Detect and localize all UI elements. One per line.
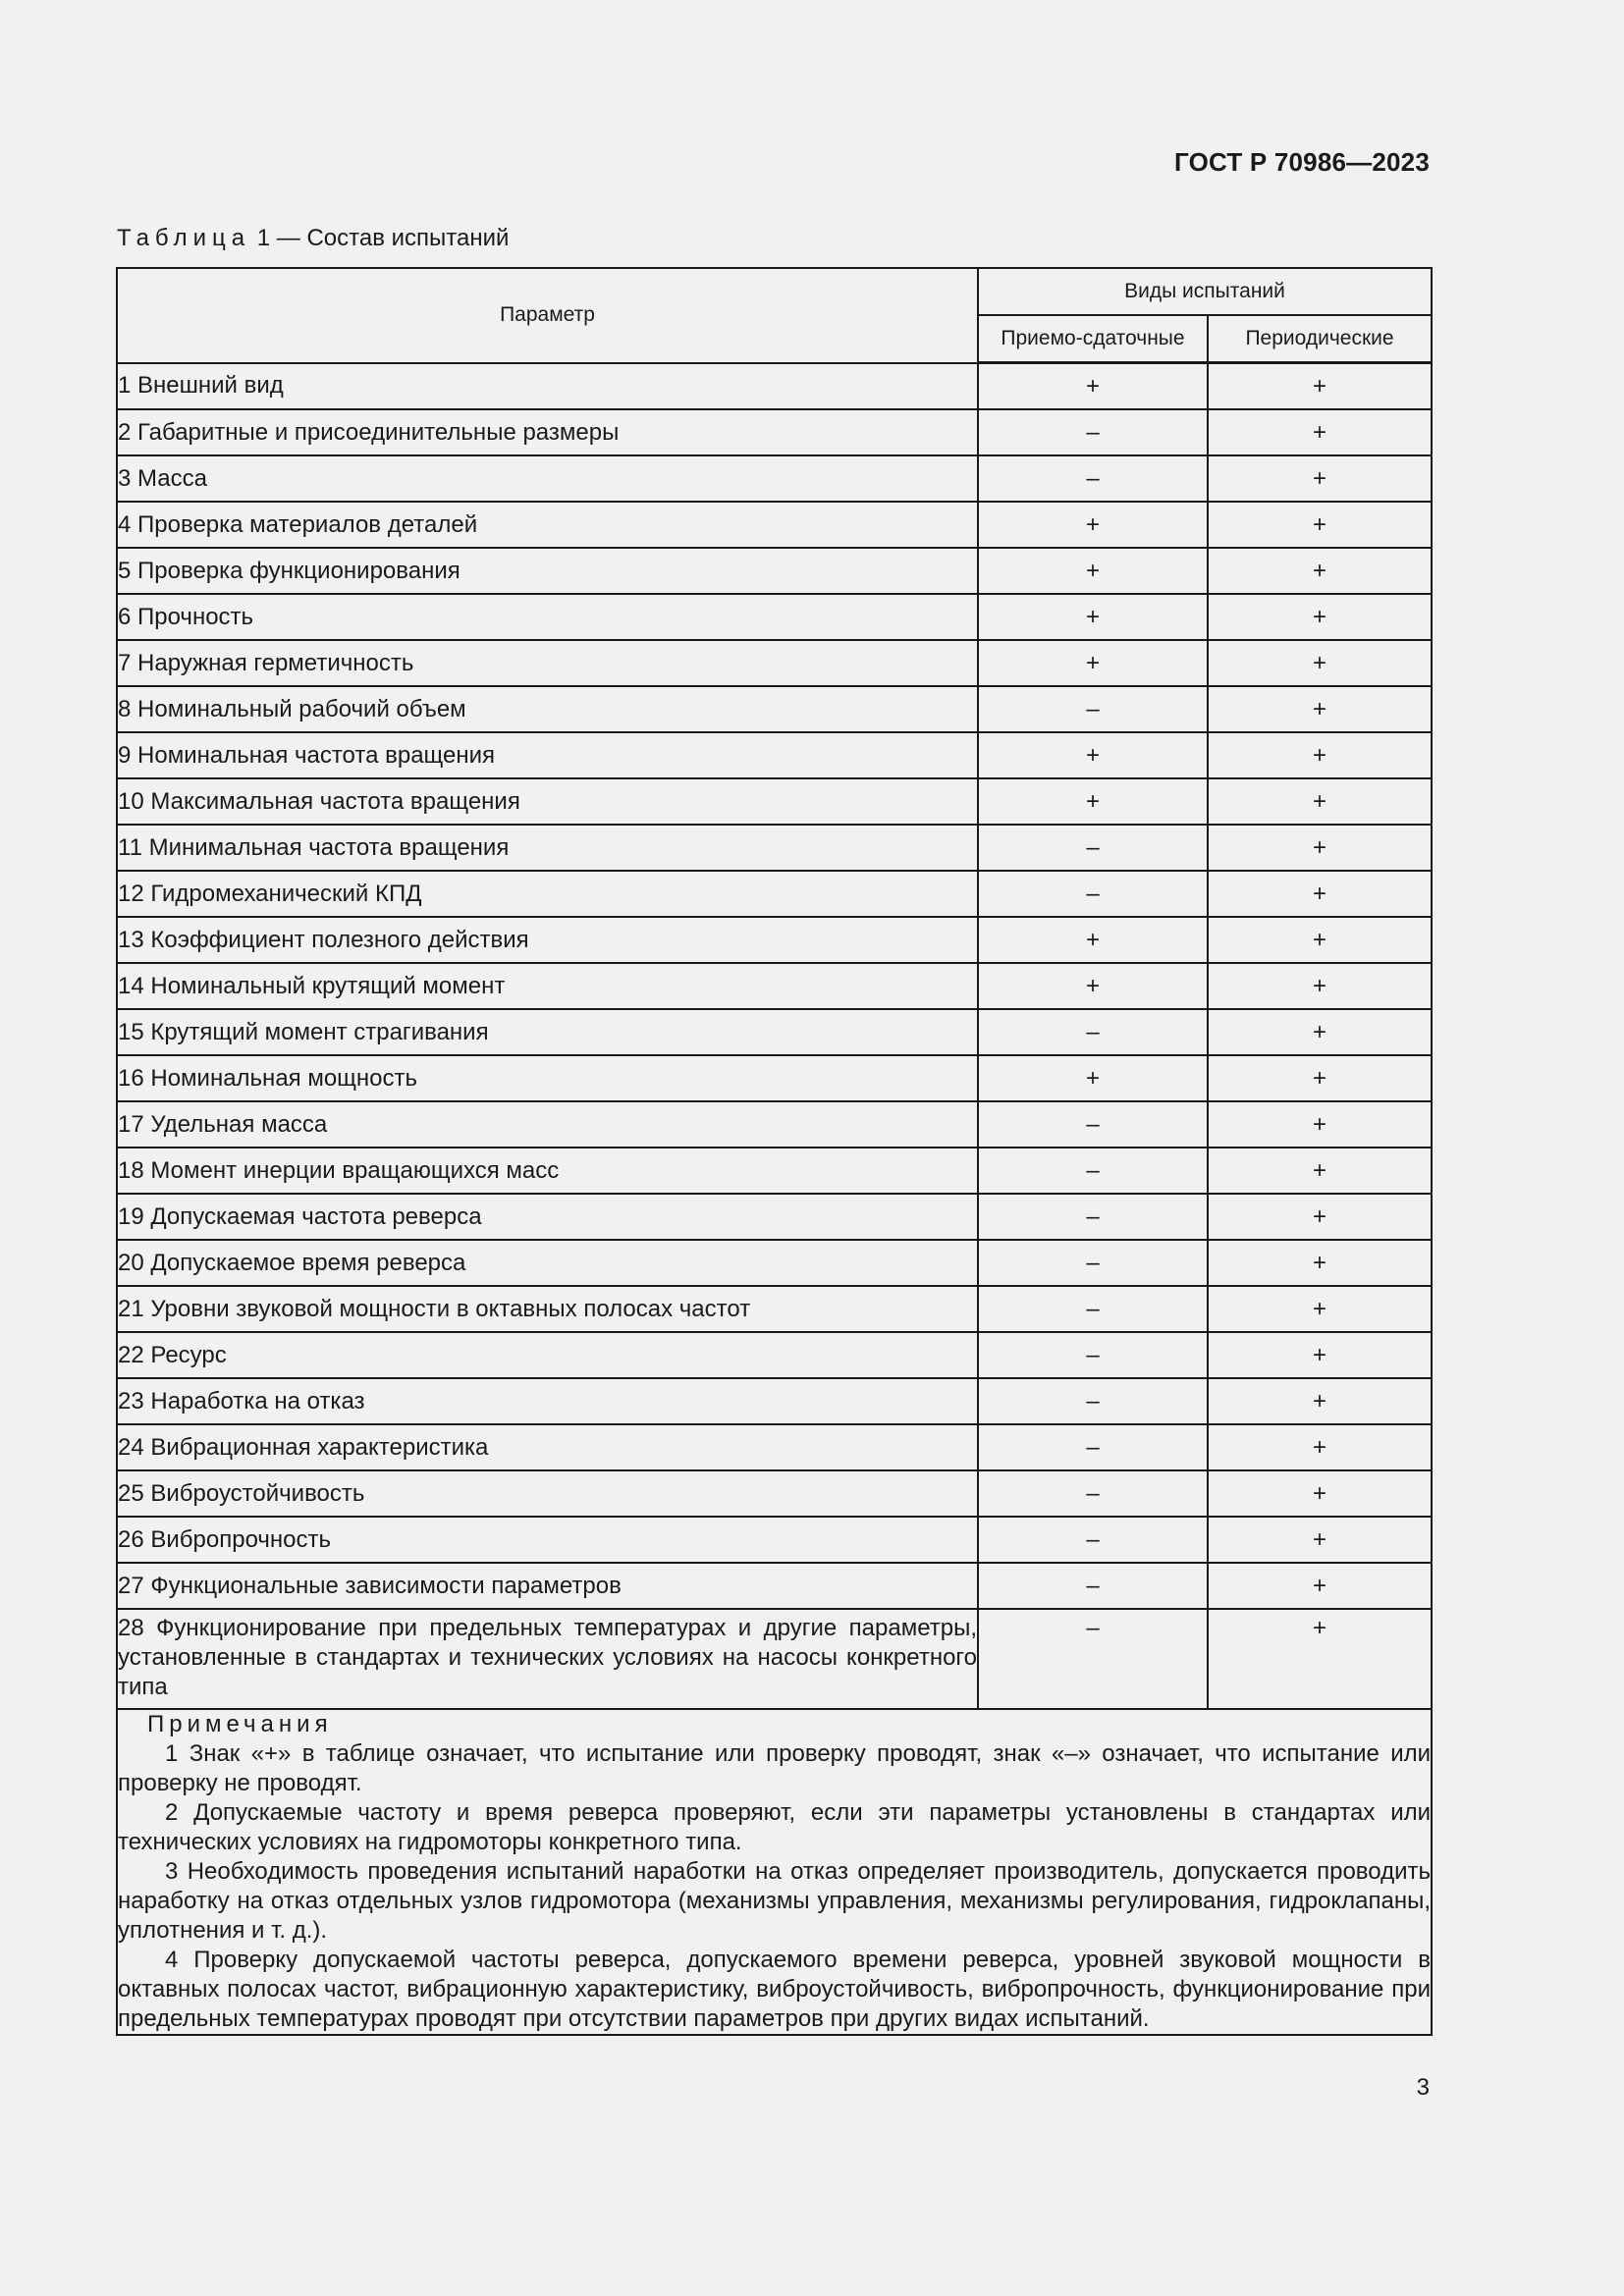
periodic-mark: +: [1208, 409, 1432, 455]
acceptance-mark: +: [978, 778, 1208, 825]
periodic-mark: +: [1208, 1517, 1432, 1563]
table-row: [117, 686, 1432, 732]
parameter-cell: 7 Наружная герметичность: [117, 640, 978, 686]
acceptance-mark: –: [978, 409, 1208, 455]
note-item: 1 Знак «+» в таблице означает, что испытание или проверку проводят, знак «–» означает, что испытание или проверку не проводят.: [118, 1740, 1432, 1796]
table-row: [117, 640, 1432, 686]
periodic-mark: +: [1208, 1055, 1432, 1101]
parameter-cell: 22 Ресурс: [117, 1332, 978, 1378]
periodic-mark: +: [1208, 1563, 1432, 1609]
periodic-mark: +: [1208, 1332, 1432, 1378]
acceptance-mark: –: [978, 1563, 1208, 1609]
periodic-mark: +: [1208, 1378, 1432, 1424]
table-notes: [117, 1709, 1432, 2035]
table-row: [117, 1332, 1432, 1378]
periodic-mark: +: [1208, 825, 1432, 871]
acceptance-mark: +: [978, 917, 1208, 963]
acceptance-mark: +: [978, 1055, 1208, 1101]
acceptance-mark: +: [978, 594, 1208, 640]
acceptance-mark: +: [978, 963, 1208, 1009]
acceptance-mark: –: [978, 1378, 1208, 1424]
table-body: [117, 363, 1432, 1710]
parameter-cell: 17 Удельная масса: [117, 1101, 978, 1148]
acceptance-mark: –: [978, 825, 1208, 871]
periodic-mark: +: [1208, 363, 1432, 410]
table-row: [117, 1194, 1432, 1240]
periodic-mark: +: [1208, 732, 1432, 778]
table-row: [117, 1055, 1432, 1101]
acceptance-mark: –: [978, 455, 1208, 502]
column-header-periodic: Периодические: [1208, 315, 1432, 363]
periodic-mark: +: [1208, 963, 1432, 1009]
table-row: [117, 363, 1432, 410]
acceptance-mark: –: [978, 871, 1208, 917]
periodic-mark: +: [1208, 778, 1432, 825]
acceptance-mark: +: [978, 548, 1208, 594]
column-header-acceptance: Приемо-сдаточные: [978, 315, 1208, 363]
acceptance-mark: +: [978, 363, 1208, 410]
periodic-mark: +: [1208, 1470, 1432, 1517]
acceptance-mark: –: [978, 1240, 1208, 1286]
periodic-mark: +: [1208, 1194, 1432, 1240]
parameter-cell: 27 Функциональные зависимости параметров: [117, 1563, 978, 1609]
table-row: [117, 1563, 1432, 1609]
acceptance-mark: –: [978, 1009, 1208, 1055]
periodic-mark: +: [1208, 1101, 1432, 1148]
parameter-cell: 19 Допускаемая частота реверса: [117, 1194, 978, 1240]
table-caption-text: 1 — Состав испытаний: [256, 225, 510, 251]
acceptance-mark: +: [978, 502, 1208, 548]
parameter-cell: 14 Номинальный крутящий момент: [117, 963, 978, 1009]
table-row: [117, 1240, 1432, 1286]
parameter-cell: 24 Вибрационная характеристика: [117, 1424, 978, 1470]
parameter-cell: 20 Допускаемое время реверса: [117, 1240, 978, 1286]
parameter-cell: 25 Виброустойчивость: [117, 1470, 978, 1517]
parameter-cell: 1 Внешний вид: [117, 363, 978, 410]
notes-title: Примечания: [147, 1711, 333, 1737]
table-row: [117, 871, 1432, 917]
parameter-cell: 4 Проверка материалов деталей: [117, 502, 978, 548]
parameter-cell: 10 Максимальная частота вращения: [117, 778, 978, 825]
parameter-cell: 5 Проверка функционирования: [117, 548, 978, 594]
table-row: [117, 1286, 1432, 1332]
table-row: [117, 409, 1432, 455]
acceptance-mark: –: [978, 1148, 1208, 1194]
periodic-mark: +: [1208, 1240, 1432, 1286]
acceptance-mark: –: [978, 1194, 1208, 1240]
table-row: [117, 1517, 1432, 1563]
document-code: ГОСТ Р 70986—2023: [1174, 147, 1430, 177]
acceptance-mark: –: [978, 1101, 1208, 1148]
periodic-mark: +: [1208, 686, 1432, 732]
parameter-cell: 26 Вибропрочность: [117, 1517, 978, 1563]
parameter-cell: 16 Номинальная мощность: [117, 1055, 978, 1101]
table-row: [117, 1470, 1432, 1517]
periodic-mark: +: [1208, 917, 1432, 963]
periodic-mark: +: [1208, 1009, 1432, 1055]
column-header-test-types: Виды испытаний: [978, 268, 1432, 315]
periodic-mark: +: [1208, 502, 1432, 548]
table-row: [117, 548, 1432, 594]
table-row: [117, 1378, 1432, 1424]
parameter-cell: 6 Прочность: [117, 594, 978, 640]
parameter-cell: 23 Наработка на отказ: [117, 1378, 978, 1424]
table-row: [117, 732, 1432, 778]
acceptance-mark: –: [978, 1424, 1208, 1470]
parameter-cell: 21 Уровни звуковой мощности в октавных полосах частот: [117, 1286, 978, 1332]
acceptance-mark: –: [978, 1609, 1208, 1709]
periodic-mark: +: [1208, 1148, 1432, 1194]
tests-table: [116, 267, 1433, 2036]
parameter-cell: 8 Номинальный рабочий объем: [117, 686, 978, 732]
page-number: 3: [1416, 2074, 1430, 2101]
periodic-mark: +: [1208, 1609, 1432, 1709]
acceptance-mark: –: [978, 1517, 1208, 1563]
parameter-cell: 18 Момент инерции вращающихся масс: [117, 1148, 978, 1194]
table-row: [117, 1009, 1432, 1055]
parameter-cell: 28 Функционирование при предельных температурах и другие параметры, установленные в стандартах и технических условиях на насосы конкретного типа: [117, 1609, 978, 1709]
parameter-cell: 2 Габаритные и присоединительные размеры: [117, 409, 978, 455]
table-row: [117, 825, 1432, 871]
acceptance-mark: +: [978, 640, 1208, 686]
table-row: [117, 963, 1432, 1009]
periodic-mark: +: [1208, 455, 1432, 502]
note-item: 2 Допускаемые частоту и время реверса проверяют, если эти параметры установлены в стандартах или технических условиях на гидромоторы конкретного типа.: [118, 1799, 1432, 1855]
acceptance-mark: –: [978, 686, 1208, 732]
acceptance-mark: –: [978, 1470, 1208, 1517]
table-row: [117, 1424, 1432, 1470]
table-row: [117, 1609, 1432, 1709]
parameter-cell: 11 Минимальная частота вращения: [117, 825, 978, 871]
table-row: [117, 594, 1432, 640]
table-row: [117, 1101, 1432, 1148]
table-row: [117, 778, 1432, 825]
parameter-cell: 12 Гидромеханический КПД: [117, 871, 978, 917]
column-header-parameter: Параметр: [117, 268, 978, 363]
parameter-cell: 15 Крутящий момент страгивания: [117, 1009, 978, 1055]
periodic-mark: +: [1208, 640, 1432, 686]
note-item: 4 Проверку допускаемой частоты реверса, допускаемого времени реверса, уровней звуковой мощности в октавных полосах частот, вибрационную характеристику, виброустойчивость, вибропрочность, функционирование при предельных температурах проводят при отсутствии параметров при других видах испытаний.: [118, 1947, 1432, 2032]
table-row: [117, 455, 1432, 502]
table-row: [117, 502, 1432, 548]
note-item: 3 Необходимость проведения испытаний наработки на отказ определяет производитель, допускается проводить наработку на отказ отдельных узлов гидромотора (механизмы управления, механизмы регулирования, гидроклапаны, уплотнения и т. д.).: [118, 1858, 1432, 1944]
table-row: [117, 917, 1432, 963]
acceptance-mark: –: [978, 1286, 1208, 1332]
periodic-mark: +: [1208, 871, 1432, 917]
parameter-cell: 13 Коэффициент полезного действия: [117, 917, 978, 963]
table-caption-label: Таблица: [117, 225, 251, 251]
acceptance-mark: –: [978, 1332, 1208, 1378]
periodic-mark: +: [1208, 1286, 1432, 1332]
parameter-cell: 3 Масса: [117, 455, 978, 502]
parameter-cell: 9 Номинальная частота вращения: [117, 732, 978, 778]
periodic-mark: +: [1208, 548, 1432, 594]
periodic-mark: +: [1208, 1424, 1432, 1470]
periodic-mark: +: [1208, 594, 1432, 640]
acceptance-mark: +: [978, 732, 1208, 778]
table-caption: [117, 225, 509, 252]
table-row: [117, 1148, 1432, 1194]
